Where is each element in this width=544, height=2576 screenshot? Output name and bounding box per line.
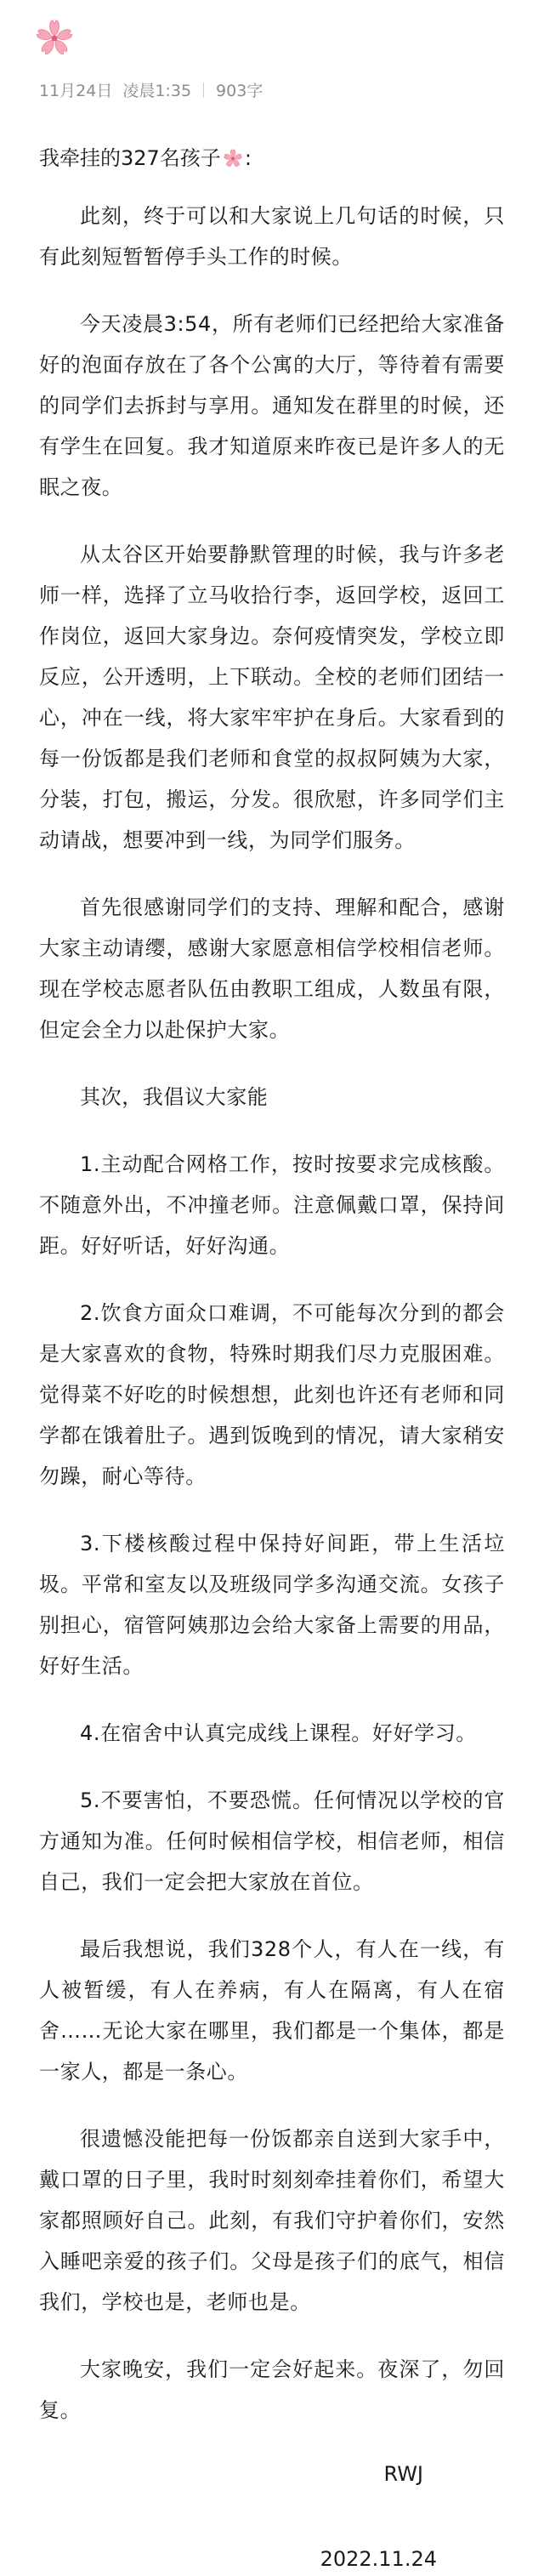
signature-date: 2022.11.24 — [320, 2547, 437, 2571]
proposal-item-1: 1.主动配合网格工作，按时按要求完成核酸。不随意外出，不冲撞老师。注意佩戴口罩，保持间距。好好听话，好好沟通。 — [39, 1152, 505, 1258]
letter-body — [39, 141, 505, 2576]
paragraph-closing-1: 最后我想说，我们328个人，有人在一线，有人被暂缓，有人在养病，有人在隔离，有人在宿舍……无论大家在哪里，我们都是一个集体，都是一家人，都是一条心。 — [39, 1937, 505, 2084]
proposal-item-3: 3.下楼核酸过程中保持好间距，带上生活垃圾。平常和室友以及班级同学多沟通交流。女孩子别担心，宿管阿姨那边会给大家备上需要的用品，好好生活。 — [39, 1532, 505, 1678]
proposal-item-5: 5.不要害怕，不要恐慌。任何情况以学校的官方通知为准。任何时候相信学校，相信老师，相信自己，我们一定会把大家放在首位。 — [39, 1788, 505, 1894]
paragraph-4: 首先很感谢同学们的支持、理解和配合，感谢大家主动请缨，感谢大家愿意相信学校相信老师。现在学校志愿者队伍由教职工组成，人数虽有限，但定会全力以赴保护大家。 — [39, 896, 505, 1042]
cherry-blossom-icon — [34, 17, 75, 58]
paragraph-3: 从太谷区开始要静默管理的时候，我与许多老师一样，选择了立马收拾行李，返回学校，返回工作岗位，返回大家身边。奈何疫情突发，学校立即反应，公开透明，上下联动。全校的老师们团结一心，冲在一线，将大家牢牢护在身后。大家看到的每一份饭都是我们老师和食堂的叔叔阿姨为大家，分装，打包，搬运，分发。很欣慰，许多同学们主动请战，想要冲到一线，为同学们服务。 — [39, 543, 505, 852]
paragraph-goodnight: 大家晚安，我们一定会好起来。夜深了，勿回复。 — [39, 2357, 505, 2422]
post-date: 11月24日 — [39, 82, 113, 100]
signature: RWJ — [383, 2462, 423, 2486]
letter-greeting — [39, 141, 505, 175]
meta-divider — [203, 82, 204, 98]
paragraph-2: 今天凌晨3:54，所有老师们已经把给大家准备好的泡面存放在了各个公寓的大厅，等待着有需要的同学们去拆封与享用。通知发在群里的时候，还有学生在回复。我才知道原来昨夜已是许多人的无眠之夜。 — [39, 312, 505, 499]
paragraph-5: 其次，我倡议大家能 — [80, 1085, 269, 1109]
word-count: 903字 — [216, 82, 264, 100]
cherry-blossom-emoji-icon — [223, 148, 243, 168]
paragraph-1: 此刻，终于可以和大家说上几句话的时候，只有此刻短暂暂停手头工作的时候。 — [39, 204, 505, 269]
greeting-colon: : — [244, 146, 252, 170]
post-time: 凌晨1:35 — [122, 82, 192, 100]
paragraph-closing-2: 很遗憾没能把每一份饭都亲自送到大家手中，戴口罩的日子里，我时时刻刻牵挂着你们，希望大家都照顾好自己。此刻，有我们守护着你们，安然入睡吧亲爱的孩子们。父母是孩子们的底气，相信我们，学校也是，老师也是。 — [39, 2127, 505, 2314]
post-meta — [39, 78, 263, 101]
proposal-item-4: 4.在宿舍中认真完成线上课程。好好学习。 — [80, 1721, 477, 1745]
greeting-text: 我牵挂的327名孩子 — [39, 146, 221, 170]
proposal-item-2: 2.饮食方面众口难调，不可能每次分到的都会是大家喜欢的食物，特殊时期我们尽力克服困难。觉得菜不好吃的时候想想，此刻也许还有老师和同学都在饿着肚子。遇到饭晚到的情况，请大家稍安勿躁，耐心等待。 — [39, 1301, 505, 1488]
